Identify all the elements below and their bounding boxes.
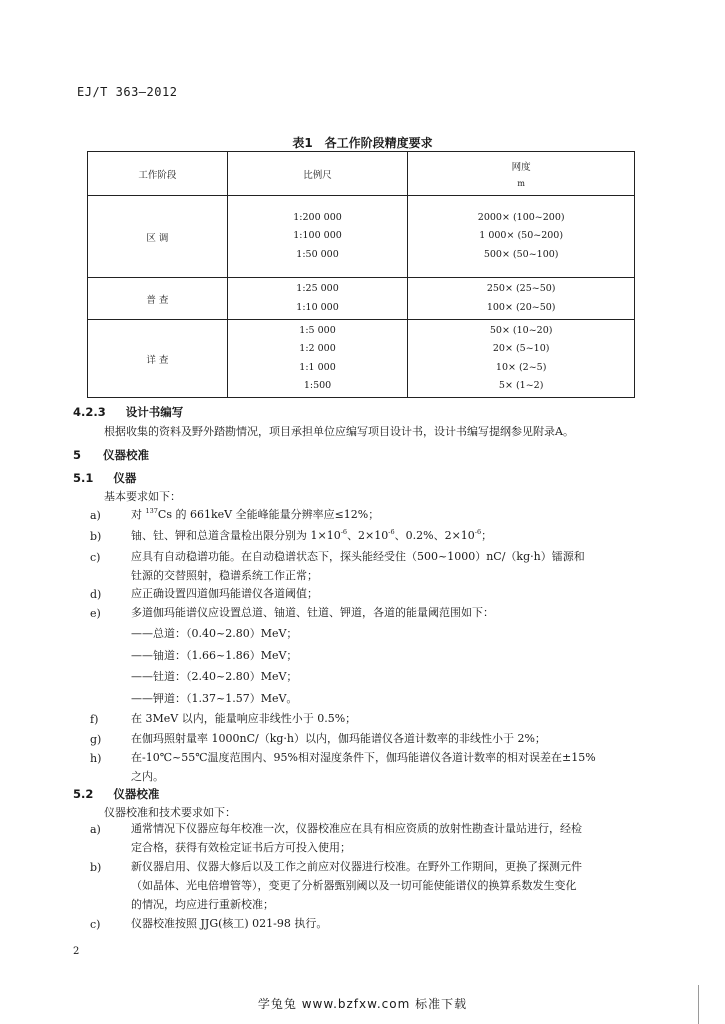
- scale-cell: [227, 320, 408, 398]
- list-label: c): [90, 551, 101, 564]
- grid-value: 500× (50~100): [483, 248, 559, 260]
- col-header-scale: 比例尺: [227, 152, 408, 196]
- list-item: [131, 527, 492, 545]
- list-item-line: 通常情况下仪器应每年校准一次，仪器校准应在具有相应资质的放射性勘查计量站进行，经检: [131, 822, 582, 835]
- grid-value: 100× (20~50): [486, 301, 556, 313]
- list-item: 在伽玛照射量率 1000nC/（kg·h）以内，伽玛能谱仪各道计数率的非线性小于 2%；: [131, 732, 546, 745]
- grid-value: 250× (25~50): [486, 283, 556, 295]
- grid-cell: [408, 278, 635, 320]
- section-5-heading: [73, 447, 149, 463]
- sub-item: ——钍道：（2.40~2.80）MeV；: [131, 670, 298, 683]
- section-title: 仪器校准: [103, 448, 150, 462]
- list-item: 仪器校准按照 JJG(核工) 021-98 执行。: [131, 917, 328, 930]
- text-run: 铀、钍、钾和总道含量检出限分别为 1×10: [131, 529, 341, 542]
- grid-value: 5× (1~2): [498, 379, 544, 391]
- scale-value: 1:25 000: [296, 283, 339, 295]
- list-label: b): [90, 530, 102, 543]
- section-title: 仪器: [113, 471, 137, 485]
- list-label: d): [90, 588, 102, 601]
- stage-cell: 区 调: [88, 196, 228, 278]
- section-number: 5: [73, 448, 82, 462]
- list-label: b): [90, 861, 102, 874]
- table-row: [88, 278, 635, 320]
- grid-cell: [408, 320, 635, 398]
- scale-value: 1:200 000: [293, 212, 342, 224]
- document-id: EJ/T 363—2012: [77, 85, 178, 99]
- grid-value: 1 000× (50~200): [479, 230, 564, 242]
- list-item: 多道伽玛能谱仪应设置总道、铀道、钍道、钾道，各道的能量阈范围如下：: [131, 606, 494, 619]
- list-label: a): [90, 509, 101, 522]
- section-number: 5.2: [73, 787, 94, 801]
- text-run: 对: [131, 508, 142, 521]
- sub-item: ——铀道：（1.66~1.86）MeV；: [131, 649, 298, 662]
- superscript: 137: [145, 507, 158, 515]
- col-header-grid-unit: m: [517, 179, 525, 188]
- section-title: 仪器校准: [113, 787, 160, 801]
- col-header-grid: [408, 152, 635, 196]
- superscript: -6: [474, 528, 482, 536]
- grid-value: 20× (5~10): [492, 343, 550, 355]
- paragraph: 根据收集的资料及野外踏勘情况，项目承担单位应编写项目设计书，设计书编写提纲参见附录A。: [104, 425, 574, 438]
- section-title: 设计书编写: [125, 405, 184, 419]
- list-item-line: 之内。: [131, 770, 164, 783]
- section-intro: 仪器校准和技术要求如下：: [104, 806, 236, 819]
- list-item-line: 的情况，均应进行重新校准；: [131, 898, 274, 911]
- grid-cell: [408, 196, 635, 278]
- precision-table: [87, 151, 635, 398]
- list-item: 应正确设置四道伽玛能谱仪各道阈值；: [131, 587, 318, 600]
- stage-cell: 普 查: [88, 278, 228, 320]
- text-run: Cs 的 661keV 全能峰能量分辨率应≤12%；: [157, 508, 380, 521]
- list-label: e): [90, 607, 101, 620]
- list-item-line: （如晶体、光电倍增管等），变更了分析器甄别阈以及一切可能使能谱仪的换算系数发生变化: [131, 879, 577, 892]
- list-label: a): [90, 823, 101, 836]
- scale-value: 1:1 000: [299, 361, 336, 373]
- scale-value: 1:100 000: [293, 230, 342, 242]
- scale-value: 1:50 000: [296, 248, 339, 260]
- list-item-line: 钍源的交替照射，稳谱系统工作正常；: [131, 569, 318, 582]
- list-label: g): [90, 733, 102, 746]
- list-label: h): [90, 752, 102, 765]
- list-item-line: 定合格，获得有效检定证书后方可投入使用；: [131, 841, 351, 854]
- section-number: 5.1: [73, 471, 94, 485]
- col-header-stage: 工作阶段: [88, 152, 228, 196]
- table-row: [88, 196, 635, 278]
- table-caption: 表1 各工作阶段精度要求: [292, 136, 433, 150]
- section-number: 4.2.3: [73, 405, 106, 419]
- list-item-line: 新仪器启用、仪器大修后以及工作之前应对仪器进行校准。在野外工作期间，更换了探测元件: [131, 860, 582, 873]
- section-5-2-heading: [73, 786, 159, 802]
- list-label: f): [90, 713, 99, 726]
- list-label: c): [90, 918, 101, 931]
- section-4-2-3-heading: [73, 404, 183, 420]
- scale-value: 1:2 000: [299, 343, 336, 355]
- superscript: -6: [340, 528, 348, 536]
- list-item-line: 在-10℃~55℃温度范围内、95%相对湿度条件下，伽玛能谱仪各道计数率的相对误差在±15%: [131, 751, 596, 764]
- grid-value: 50× (10~20): [489, 324, 553, 336]
- page-number: 2: [73, 946, 80, 957]
- sub-item: ——总道：（0.40~2.80）MeV；: [131, 627, 298, 640]
- list-item-line: 应具有自动稳谱功能。在自动稳谱状态下，探头能经受住（500~1000）nC/（kg·h）镭源和: [131, 550, 585, 563]
- table-header-row: [88, 152, 635, 196]
- scale-value: 1:500: [303, 379, 332, 391]
- superscript: -6: [388, 528, 395, 536]
- grid-value: 2000× (100~200): [477, 212, 565, 224]
- list-item: 在 3MeV 以内，能量响应非线性小于 0.5%；: [131, 712, 357, 725]
- sub-item: ——钾道：（1.37~1.57）MeV。: [131, 692, 298, 705]
- text-run: 、0.2%、2×10: [394, 529, 475, 542]
- scale-value: 1:5 000: [299, 324, 336, 336]
- grid-value: 10× (2~5): [495, 361, 547, 373]
- section-5-1-heading: [73, 470, 136, 486]
- list-item: [131, 506, 379, 524]
- footer-watermark: 学兔兔 www.bzfxw.com 标准下载: [257, 997, 468, 1011]
- section-intro: 基本要求如下：: [104, 490, 181, 503]
- text-run: ；: [481, 529, 493, 542]
- col-header-grid-label: 网度: [511, 162, 531, 173]
- scale-value: 1:10 000: [296, 301, 339, 313]
- stage-cell: 详 查: [88, 320, 228, 398]
- table-row: [88, 320, 635, 398]
- scale-cell: [227, 196, 408, 278]
- text-run: 、2×10: [347, 529, 389, 542]
- scale-cell: [227, 278, 408, 320]
